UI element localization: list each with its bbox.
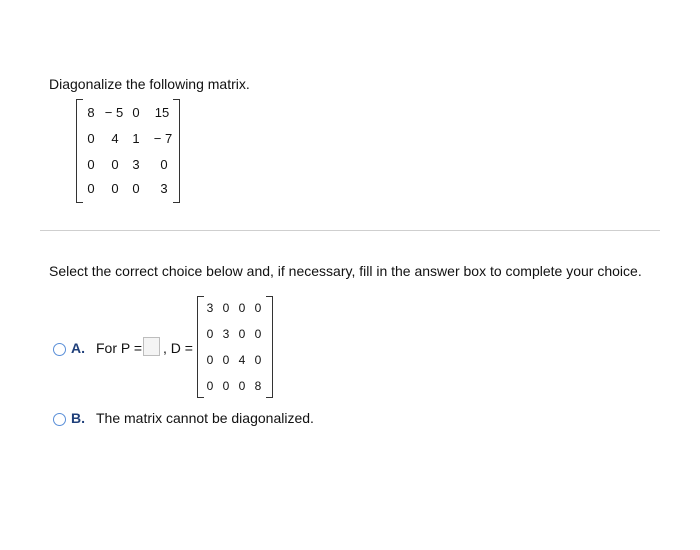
d-matrix-cell: 0 <box>254 301 262 315</box>
d-matrix-cell: 0 <box>238 327 246 341</box>
d-matrix-cell: 0 <box>238 301 246 315</box>
d-matrix-cell: 8 <box>254 379 262 393</box>
matrix-cell: 0 <box>132 181 140 196</box>
instruction-text: Select the correct choice below and, if necessary, fill in the answer box to complete your choice. <box>49 263 642 279</box>
d-label: , D = <box>163 340 193 356</box>
matrix-cell: 0 <box>87 157 95 172</box>
matrix-cell: 15 <box>154 105 170 120</box>
d-matrix-cell: 4 <box>238 353 246 367</box>
given-matrix <box>76 99 180 203</box>
matrix-cell: 0 <box>87 181 95 196</box>
d-matrix-cell: 0 <box>206 379 214 393</box>
question-prompt: Diagonalize the following matrix. <box>49 76 250 92</box>
matrix-cell: 4 <box>111 131 119 146</box>
choice-b-text: The matrix cannot be diagonalized. <box>96 410 314 426</box>
d-matrix-cell: 0 <box>222 379 230 393</box>
matrix-cell: 0 <box>87 131 95 146</box>
matrix-cell: − 7 <box>153 131 173 146</box>
d-matrix-cell: 0 <box>206 327 214 341</box>
matrix-cell: 3 <box>132 157 140 172</box>
choice-b-radio[interactable] <box>53 413 66 426</box>
matrix-cell: 0 <box>111 157 119 172</box>
d-matrix-cell: 3 <box>222 327 230 341</box>
matrix-cell: 0 <box>111 181 119 196</box>
matrix-cell: 0 <box>160 157 168 172</box>
d-matrix-cell: 3 <box>206 301 214 315</box>
d-matrix-cell: 0 <box>222 301 230 315</box>
matrix-cell: 1 <box>132 131 140 146</box>
d-matrix <box>197 296 273 398</box>
d-matrix-cell: 0 <box>222 353 230 367</box>
choice-a-radio[interactable] <box>53 343 66 356</box>
p-answer-box[interactable] <box>143 337 160 356</box>
d-matrix-cell: 0 <box>238 379 246 393</box>
d-matrix-cell: 0 <box>206 353 214 367</box>
for-p-label: For P = <box>96 340 143 356</box>
d-matrix-cell: 0 <box>254 353 262 367</box>
choice-a-letter: A. <box>71 340 85 356</box>
d-matrix-cell: 0 <box>254 327 262 341</box>
matrix-cell: 3 <box>160 181 168 196</box>
section-divider <box>40 230 660 231</box>
matrix-cell: 0 <box>132 105 140 120</box>
matrix-cell: 8 <box>87 105 95 120</box>
matrix-cell: − 5 <box>104 105 124 120</box>
choice-b-letter: B. <box>71 410 85 426</box>
